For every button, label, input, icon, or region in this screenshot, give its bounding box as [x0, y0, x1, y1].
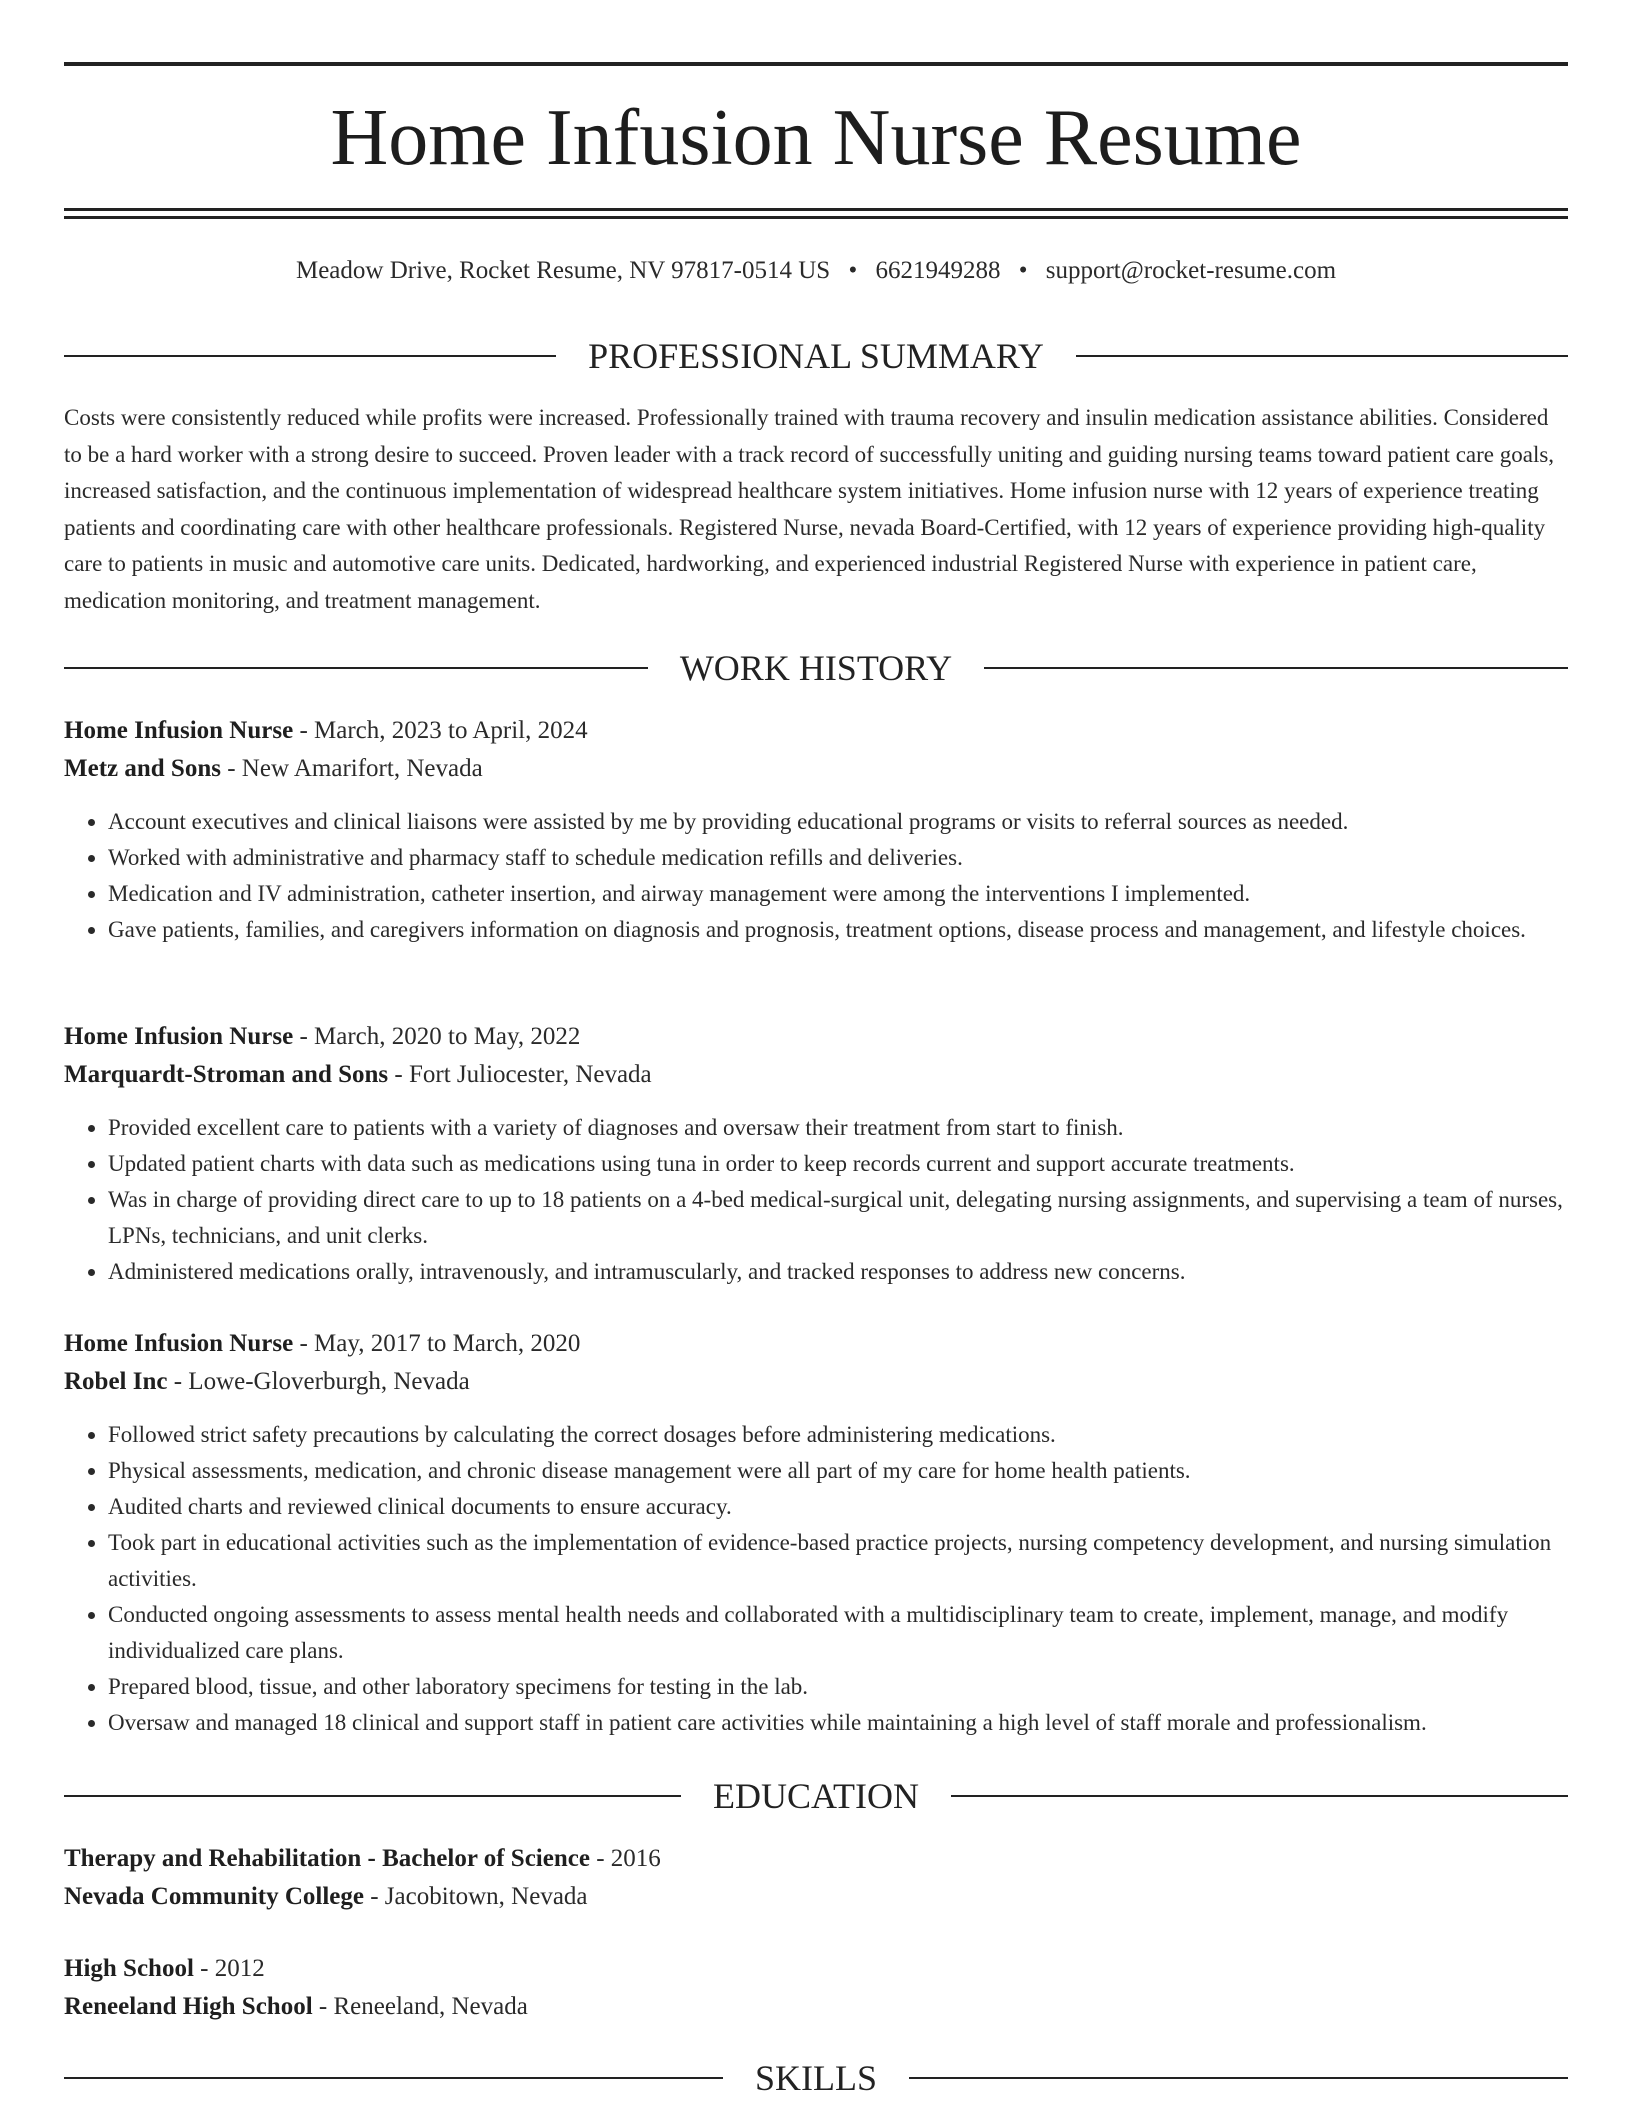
education-school-line: [64, 1988, 1568, 2026]
section-heading-work: [64, 646, 1568, 690]
job-company: Robel Inc: [64, 1368, 168, 1395]
title-rule-upper: [64, 208, 1568, 211]
job-location: - Fort Juliocester, Nevada: [394, 1061, 652, 1088]
job-company-line: [64, 1056, 1568, 1094]
contact-separator: •: [848, 257, 858, 284]
contact-separator: •: [1018, 257, 1028, 284]
job-bullet: • Conducted ongoing assessments to assess mental health needs and collaborated with a multidisciplinary team to create, implement, manage, and modify individualized care plans.: [108, 1597, 1568, 1669]
job-dates: - March, 2020 to May, 2022: [299, 1023, 581, 1050]
education-degree-line: [64, 1950, 1568, 1988]
job-dates: - May, 2017 to March, 2020: [299, 1330, 581, 1357]
education-entry: [64, 1840, 1568, 1916]
education-year: - 2016: [596, 1845, 661, 1872]
education-school: Nevada Community College: [64, 1883, 364, 1910]
heading-rule: [909, 2077, 1568, 2079]
education-entry: [64, 1950, 1568, 2026]
contact-email: support@rocket-resume.com: [1045, 257, 1337, 284]
job-company: Marquardt-Stroman and Sons: [64, 1061, 389, 1088]
job-title: Home Infusion Nurse: [64, 1023, 294, 1050]
job-company: Metz and Sons: [64, 755, 221, 782]
section-heading-education: [64, 1774, 1568, 1818]
job-bullet: • Gave patients, families, and caregivers information on diagnosis and prognosis, treatment options, disease process and management, and lifestyle choices.: [108, 912, 1568, 948]
heading-rule: [64, 667, 648, 669]
job-company-line: [64, 1363, 1568, 1401]
job-title-line: [64, 712, 1568, 750]
heading-rule: [951, 1795, 1568, 1797]
job-bullet: • Physical assessments, medication, and chronic disease management were all part of my care for home health patients.: [108, 1453, 1568, 1489]
job-entry: [64, 1325, 1568, 1741]
heading-rule: [64, 1795, 681, 1797]
section-heading-label: PROFESSIONAL SUMMARY: [588, 336, 1044, 376]
job-dates: - March, 2023 to April, 2024: [299, 717, 588, 744]
section-heading-label: EDUCATION: [713, 1776, 919, 1816]
section-heading-skills: [64, 2056, 1568, 2100]
top-rule: [64, 62, 1568, 66]
job-bullets: [64, 1417, 1568, 1741]
resume-title: Home Infusion Nurse Resume: [330, 94, 1302, 182]
job-bullet: • Administered medications orally, intravenously, and intramuscularly, and tracked responses to address new concerns.: [108, 1254, 1568, 1290]
education-year: - 2012: [200, 1955, 265, 1982]
job-entry: [64, 1018, 1568, 1290]
heading-rule: [1076, 355, 1568, 357]
section-heading-label: SKILLS: [755, 2058, 878, 2098]
heading-rule: [64, 355, 556, 357]
title-rule-lower: [64, 216, 1568, 219]
job-bullet: • Updated patient charts with data such as medications using tuna in order to keep records current and support accurate treatments.: [108, 1146, 1568, 1182]
job-bullet: • Worked with administrative and pharmacy staff to schedule medication refills and deliveries.: [108, 840, 1568, 876]
education-location: - Reneeland, Nevada: [318, 1993, 528, 2020]
contact-phone: 6621949288: [875, 257, 1001, 284]
job-title: Home Infusion Nurse: [64, 717, 294, 744]
job-bullet: • Account executives and clinical liaisons were assisted by me by providing educational programs or visits to referral sources as needed.: [108, 804, 1568, 840]
contact-address: Meadow Drive, Rocket Resume, NV 97817-0514 US: [295, 257, 831, 284]
job-title-line: [64, 1018, 1568, 1056]
heading-rule: [984, 667, 1568, 669]
job-title-line: [64, 1325, 1568, 1363]
job-entry: [64, 712, 1568, 948]
job-bullet: • Audited charts and reviewed clinical documents to ensure accuracy.: [108, 1489, 1568, 1525]
education-degree-line: [64, 1840, 1568, 1878]
education-degree: High School: [64, 1955, 194, 1982]
heading-rule: [64, 2077, 723, 2079]
education-location: - Jacobitown, Nevada: [370, 1883, 588, 1910]
contact-line: [64, 254, 1568, 288]
job-title: Home Infusion Nurse: [64, 1330, 294, 1357]
job-bullet: • Followed strict safety precautions by calculating the correct dosages before administering medications.: [108, 1417, 1568, 1453]
job-bullets: [64, 804, 1568, 948]
job-bullet: • Prepared blood, tissue, and other laboratory specimens for testing in the lab.: [108, 1669, 1568, 1705]
job-bullet: • Took part in educational activities such as the implementation of evidence-based practice projects, nursing competency development, and nursing simulation activities.: [108, 1525, 1568, 1597]
section-heading-summary: [64, 334, 1568, 378]
job-company-line: [64, 750, 1568, 788]
education-school: Reneeland High School: [64, 1993, 313, 2020]
section-heading-label: WORK HISTORY: [679, 648, 953, 688]
education-degree: Therapy and Rehabilitation - Bachelor of Science: [64, 1845, 590, 1872]
summary-paragraph: Costs were consistently reduced while profits were increased. Professionally trained with trauma recovery and insulin medication assistance abilities. Considered to be a hard worker with a strong desire to succeed. Proven leader with a track record of successfully uniting and guiding nursing teams toward patient care goals, increased satisfaction, and the continuous implementation of widespread healthcare system initiatives. Home infusion nurse with 12 years of experience treating patients and coordinating care with other healthcare professionals. Registered Nurse, nevada Board-Certified, with 12 years of experience providing high-quality care to patients in music and automotive care units. Dedicated, hardworking, and experienced industrial Registered Nurse with experience in patient care, medication monitoring, and treatment management.: [64, 405, 1555, 613]
job-bullet: • Provided excellent care to patients with a variety of diagnoses and oversaw their treatment from start to finish.: [108, 1110, 1568, 1146]
job-bullet: • Was in charge of providing direct care to up to 18 patients on a 4-bed medical-surgical unit, delegating nursing assignments, and supervising a team of nurses, LPNs, technicians, and unit clerks.: [108, 1182, 1568, 1254]
job-location: - New Amarifort, Nevada: [227, 755, 483, 782]
job-bullets: [64, 1110, 1568, 1290]
job-bullet: • Oversaw and managed 18 clinical and support staff in patient care activities while maintaining a high level of staff morale and professionalism.: [108, 1705, 1568, 1741]
job-bullet: • Medication and IV administration, catheter insertion, and airway management were among the interventions I implemented.: [108, 876, 1568, 912]
job-location: - Lowe-Gloverburgh, Nevada: [173, 1368, 470, 1395]
education-school-line: [64, 1878, 1568, 1916]
